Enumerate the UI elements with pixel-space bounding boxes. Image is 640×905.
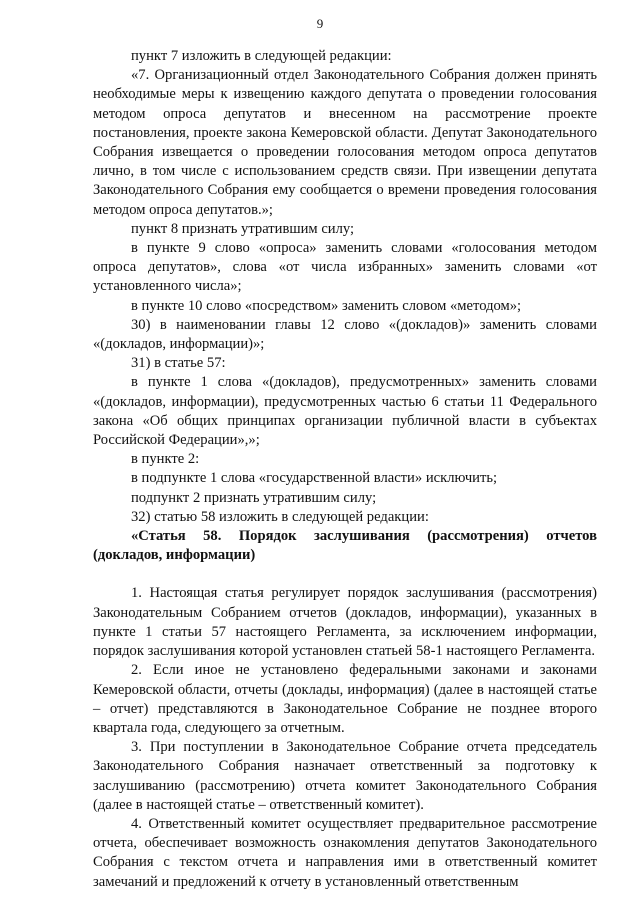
paragraph: пункт 8 признать утратившим силу;: [131, 220, 355, 237]
paragraph: в пункте 9 слово «опроса» заменить словами «голосования методом опроса депутатов», слова «от числа избранных» заменить словами «от установленного числа»;: [93, 240, 597, 295]
article-paragraph: 1. Настоящая статья регулирует порядок заслушивания (рассмотрения) Законодательным Собранием отчетов (докладов, информации), указанных в пункте 1 статьи 57 настоящего Регламента, за исключением информации, порядок заслушивания которой установлен статьей 58-1 настоящего Регламента.: [93, 585, 597, 660]
article-paragraph: 3. При поступлении в Законодательное Собрание отчета председатель Законодательного Собрания назначает ответственный за подготовку к заслушиванию (рассмотрению) отчета комитет Законодательного Собрания (далее в настоящей статье – ответственный комитет).: [93, 739, 597, 813]
paragraph: в пункте 2:: [131, 451, 200, 468]
page-number: 9: [316, 16, 324, 31]
paragraph: 31) в статье 57:: [131, 355, 226, 372]
paragraph: подпункт 2 признать утратившим силу;: [131, 489, 377, 506]
article-paragraph: 4. Ответственный комитет осуществляет предварительное рассмотрение отчета, обеспечивает возможность ознакомления депутатов Законодательного Собрания с текстом отчета и направления ими в ответственный комитет замечаний и предложений к отчету в установленный ответственным: [93, 815, 597, 890]
paragraph: 32) статью 58 изложить в следующей редакции:: [131, 508, 429, 525]
paragraph: в пункте 1 слова «(докладов), предусмотренных» заменить словами «(докладов, информации), предусмотренных частью 6 статьи 11 Федерального закона «Об общих принципах организации публичной власти в субъектах Российской Федерации»,»;: [93, 374, 597, 449]
paragraph: 30) в наименовании главы 12 слово «(докладов)» заменить словами «(докладов, информации)»;: [93, 316, 597, 353]
paragraph: в подпункте 1 слова «государственной власти» исключить;: [131, 470, 498, 487]
document-body: [93, 47, 597, 892]
article-paragraph: 2. Если иное не установлено федеральными законами и законами Кемеровской области, отчеты (доклады, информация) (далее в настоящей статье – отчет) представляются в Законодательное Собрание не позднее второго квартала года, следующего за отчетным.: [93, 662, 597, 736]
paragraph: в пункте 10 слово «посредством» заменить словом «методом»;: [131, 297, 522, 314]
article-heading: «Статья 58. Порядок заслушивания (рассмотрения) отчетов (докладов, информации): [93, 528, 597, 564]
paragraph: пункт 7 изложить в следующей редакции:: [131, 48, 392, 64]
paragraph: «7. Организационный отдел Законодательного Собрания должен принять необходимые меры к извещению каждого депутата о проведении голосования методом опроса депутатов и внесенном на рассмотрение проекте постановления, проекте закона Кемеровской области. Депутат Законодательного Собрания извещается о проведении голосования методом опроса депутатов лично, в том числе с использованием средств связи. При извещении депутата Законодательного Собрания ему сообщается о времени проведения голосования методом опроса депутатов.»;: [93, 67, 597, 218]
